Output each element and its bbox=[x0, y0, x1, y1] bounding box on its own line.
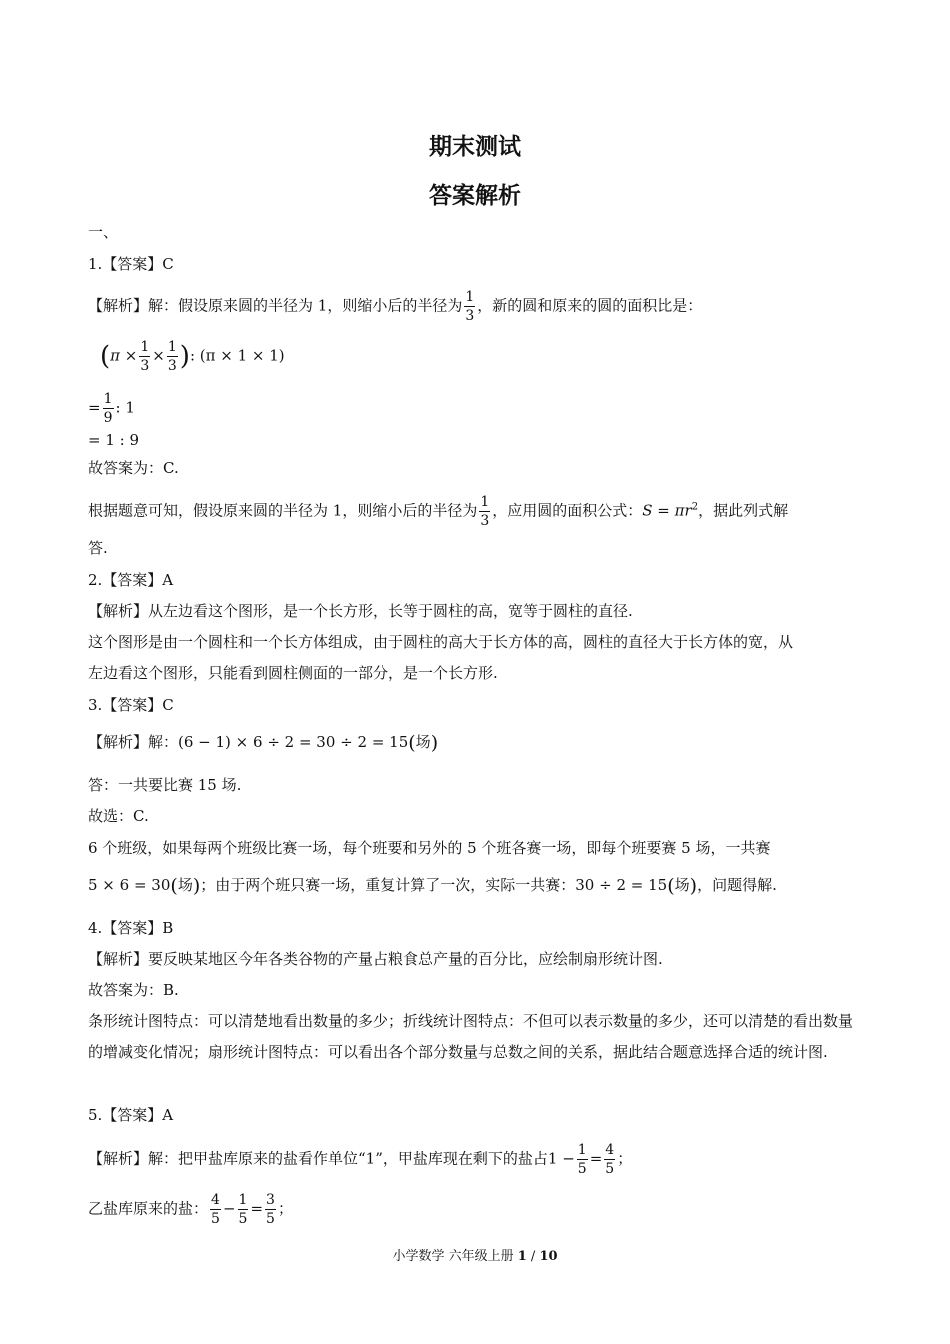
q1-answer: 1.【答案】C bbox=[88, 255, 174, 273]
q3-detail-line1: 6 个班级，如果每两个班级比赛一场，每个班要和另外的 5 个班各赛一场，即每个班要赛 5 场，一共赛 bbox=[88, 839, 771, 857]
q3-choose: 故选：C. bbox=[88, 807, 149, 825]
q3-answer: 3.【答案】C bbox=[88, 696, 174, 714]
page-number: 1 bbox=[517, 1249, 527, 1264]
page-total: 10 bbox=[539, 1249, 558, 1264]
page-title: 期末测试 bbox=[429, 134, 521, 160]
page-subtitle: 答案解析 bbox=[429, 183, 521, 209]
q2-answer: 2.【答案】A bbox=[88, 571, 174, 589]
q5-answer: 5.【答案】A bbox=[88, 1106, 174, 1124]
q4-analysis: 【解析】要反映某地区今年各类谷物的产量占粮食总产量的百分比，应绘制扇形统计图. bbox=[88, 950, 663, 968]
q4-answer: 4.【答案】B bbox=[88, 919, 174, 937]
fraction: $\frac{1}{3}$ bbox=[465, 289, 475, 324]
section-heading: 一、 bbox=[88, 223, 119, 241]
q2-analysis: 【解析】从左边看这个图形，是一个长方形，长等于圆柱的高，宽等于圆柱的直径. bbox=[88, 602, 633, 620]
q1-analysis: 【解析】解：假设原来圆的半径为 1，则缩小后的半径为 $\frac{1}{3}$ ，新的圆和原来的圆的面积比是： bbox=[88, 289, 703, 324]
q1-note: 根据题意可知，假设原来圆的半径为 1，则缩小后的半径为 $\frac{1}{3}$ ，应用圆的面积公式：$S = \pi r^2$，据此列式解 bbox=[88, 494, 789, 529]
q1-note-cont: 答. bbox=[88, 539, 108, 557]
q3-reply: 答：一共要比赛 15 场. bbox=[88, 776, 242, 794]
q5-line2: 乙盐库原来的盐： $\frac{4}{5}$ − $\frac{1}{5}$ = $\frac{3}{5}$ ； bbox=[88, 1192, 293, 1227]
q4-conclusion: 故答案为：B. bbox=[88, 981, 179, 999]
q3-detail-line2: 5 × 6 = 30(场)；由于两个班只赛一场，重复计算了一次，实际一共赛：30 ÷ 2 = 15(场)，问题得解. bbox=[88, 875, 777, 897]
q1-step1: (π × $\frac{1}{3}$ × $\frac{1}{3}$ ): (π × 1 × 1) bbox=[100, 339, 285, 374]
q2-detail-line1: 这个图形是由一个圆柱和一个长方体组成，由于圆柱的高大于长方体的高，圆柱的直径大于长方体的宽，从 bbox=[88, 633, 794, 651]
q4-detail: 条形统计图特点：可以清楚地看出数量的多少；折线统计图特点：不但可以表示数量的多少，还可以清楚的看出数量的增减变化情况；扇形统计图特点：可以看出各个部分数量与总数之间的关系，据此结合题意选择合适的统计图. bbox=[88, 1012, 854, 1061]
q3-analysis: 【解析】解：(6 − 1) × 6 ÷ 2 = 30 ÷ 2 = 15(场) bbox=[88, 732, 439, 754]
page-footer: 小学数学 六年级上册 1 / 10 bbox=[392, 1249, 558, 1264]
q1-conclusion: 故答案为：C. bbox=[88, 459, 179, 477]
q5-analysis: 【解析】解：把甲盐库原来的盐看作单位“1”，甲盐库现在剩下的盐占1 − $\frac{1}{5}$ = $\frac{4}{5}$ ； bbox=[88, 1142, 633, 1177]
q2-detail-line2: 左边看这个图形，只能看到圆柱侧面的一部分，是一个长方形. bbox=[88, 664, 498, 682]
q1-step2: = $\frac{1}{9}$ : 1 bbox=[88, 391, 135, 426]
q1-step3: = 1 : 9 bbox=[88, 431, 140, 449]
